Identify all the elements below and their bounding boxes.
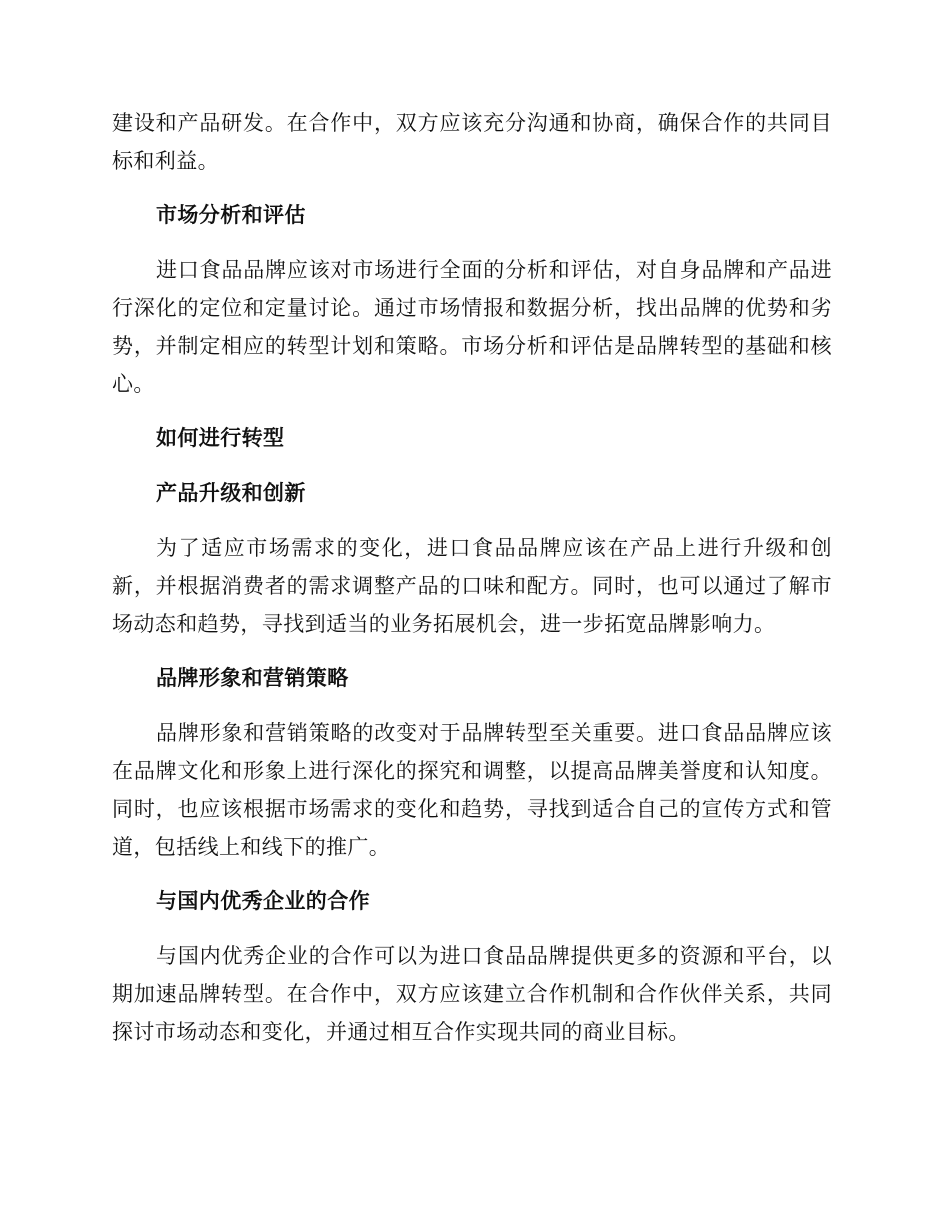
heading-domestic-cooperation: 与国内优秀企业的合作 — [156, 889, 370, 913]
paragraph-continued: 建设和产品研发。在合作中，双方应该充分沟通和协商，确保合作的共同目标和利益。 — [112, 111, 832, 173]
heading-brand-image: 品牌形象和营销策略 — [156, 666, 349, 690]
heading-how-to-transform: 如何进行转型 — [156, 426, 285, 450]
paragraph-product-upgrade: 为了适应市场需求的变化，进口食品品牌应该在产品上进行升级和创新，并根据消费者的需求调整产品的口味和配方。同时，也可以通过了解市场动态和趋势，寻找到适当的业务拓展机会，进一步拓宽品牌影响力。 — [112, 536, 832, 636]
heading-product-upgrade: 产品升级和创新 — [156, 481, 306, 505]
document-body — [112, 104, 832, 1067]
paragraph-domestic-cooperation: 与国内优秀企业的合作可以为进口食品品牌提供更多的资源和平台，以期加速品牌转型。在合作中，双方应该建立合作机制和合作伙伴关系，共同探讨市场动态和变化，并通过相互合作实现共同的商业目标。 — [112, 944, 832, 1044]
paragraph-market-analysis: 进口食品品牌应该对市场进行全面的分析和评估，对自身品牌和产品进行深化的定位和定量讨论。通过市场情报和数据分析，找出品牌的优势和劣势，并制定相应的转型计划和策略。市场分析和评估是品牌转型的基础和核心。 — [112, 258, 832, 396]
heading-market-analysis: 市场分析和评估 — [156, 203, 306, 227]
paragraph-brand-image: 品牌形象和营销策略的改变对于品牌转型至关重要。进口食品品牌应该在品牌文化和形象上进行深化的探究和调整，以提高品牌美誉度和认知度。同时，也应该根据市场需求的变化和趋势，寻找到适合自己的宣传方式和管道，包括线上和线下的推广。 — [112, 721, 832, 859]
